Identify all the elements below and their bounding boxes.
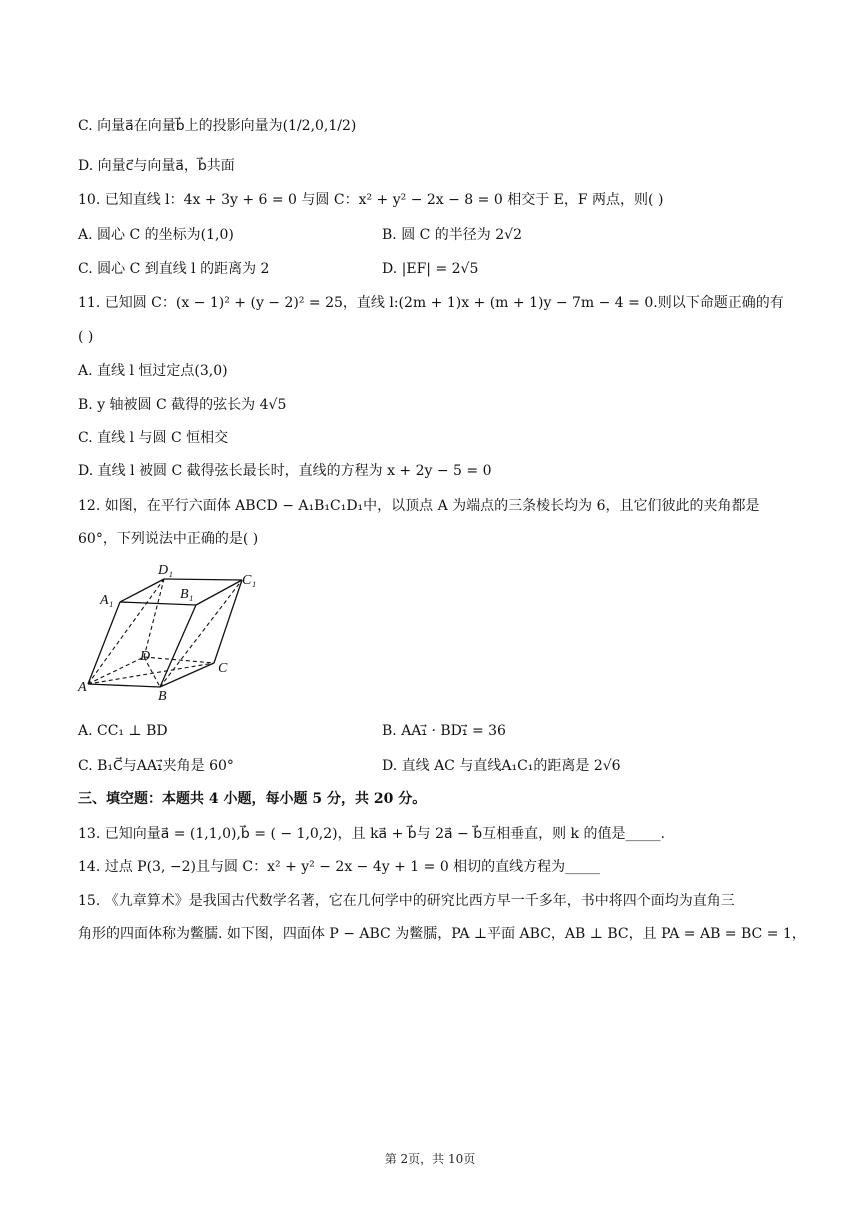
q9-option-c: C. 向量a⃗在向量b⃗上的投影向量为(1/2,0,1/2) bbox=[78, 118, 357, 134]
q14-stem: 14. 过点 P(3, −2)且与圆 C：x² + y² − 2x − 4y + 1 = 0 相切的直线方程为_____ bbox=[78, 859, 601, 875]
label-a: A bbox=[78, 680, 87, 695]
q12-stem: 12. 如图，在平行六面体 ABCD − A₁B₁C₁D₁中，以顶点 A 为端点的三条棱长均为 6，且它们彼此的夹角都是 bbox=[78, 498, 760, 514]
label-d: D bbox=[140, 649, 151, 664]
q12-option-a: A. CC₁ ⊥ BD bbox=[78, 723, 168, 739]
q11-option-a: A. 直线 l 恒过定点(3,0) bbox=[78, 363, 228, 379]
q12-option-d: D. 直线 AC 与直线A₁C₁的距离是 2√6 bbox=[382, 758, 621, 774]
q10-option-b: B. 圆 C 的半径为 2√2 bbox=[382, 227, 522, 243]
q10-stem: 10. 已知直线 l：4x + 3y + 6 = 0 与圆 C：x² + y² − 2x − 8 = 0 相交于 E，F 两点，则( ) bbox=[78, 192, 664, 208]
q12-option-c: C. B₁C⃗与AA₁⃗夹角是 60° bbox=[78, 758, 234, 774]
q10-option-d: D. |EF| = 2√5 bbox=[382, 261, 479, 277]
parallelepiped-figure bbox=[76, 560, 266, 702]
q9-option-d: D. 向量c⃗与向量a⃗，b⃗共面 bbox=[78, 158, 235, 174]
label-b: B bbox=[158, 689, 167, 702]
q11-option-b: B. y 轴被圆 C 截得的弦长为 4√5 bbox=[78, 397, 287, 413]
q10-option-c: C. 圆心 C 到直线 l 的距离为 2 bbox=[78, 261, 270, 277]
q11-option-c: C. 直线 l 与圆 C 恒相交 bbox=[78, 430, 229, 446]
q11-stem: 11. 已知圆 C：(x − 1)² + (y − 2)² = 25，直线 l:(2m + 1)x + (m + 1)y − 7m − 4 = 0.则以下命题正确的有 bbox=[78, 295, 784, 311]
label-c1: C₁ bbox=[242, 573, 257, 588]
q10-option-a: A. 圆心 C 的坐标为(1,0) bbox=[78, 227, 234, 243]
q11-paren: ( ) bbox=[78, 329, 94, 345]
page-footer: 第 2页，共 10页 bbox=[384, 1152, 476, 1166]
label-c: C bbox=[218, 661, 228, 676]
q15-stem: 15. 《九章算术》是我国古代数学名著，它在几何学中的研究比西方早一千多年，书中将四个面均为直角三 bbox=[78, 893, 735, 909]
q15-stem-cont: 角形的四面体称为鳖臑. 如下图，四面体 P − ABC 为鳖臑，PA ⊥平面 ABC，AB ⊥ BC，且 PA = AB = BC = 1， bbox=[78, 926, 806, 942]
label-a1: A₁ bbox=[100, 593, 114, 608]
q13-stem: 13. 已知向量a⃗ = (1,1,0),b⃗ = ( − 1,0,2)，且 ka⃗ + b⃗与 2a⃗ − b⃗互相垂直，则 k 的值是_____. bbox=[78, 826, 665, 842]
q12-stem-cont: 60°，下列说法中正确的是( ) bbox=[78, 531, 259, 547]
section-3-heading: 三、填空题：本题共 4 小题，每小题 5 分，共 20 分。 bbox=[78, 791, 427, 807]
q11-option-d: D. 直线 l 被圆 C 截得弦长最长时，直线的方程为 x + 2y − 5 = 0 bbox=[78, 463, 492, 479]
q12-option-b: B. AA₁⃗ · BD₁⃗ = 36 bbox=[382, 723, 506, 739]
label-d1: D₁ bbox=[158, 563, 173, 578]
label-b1: B₁ bbox=[180, 587, 194, 602]
